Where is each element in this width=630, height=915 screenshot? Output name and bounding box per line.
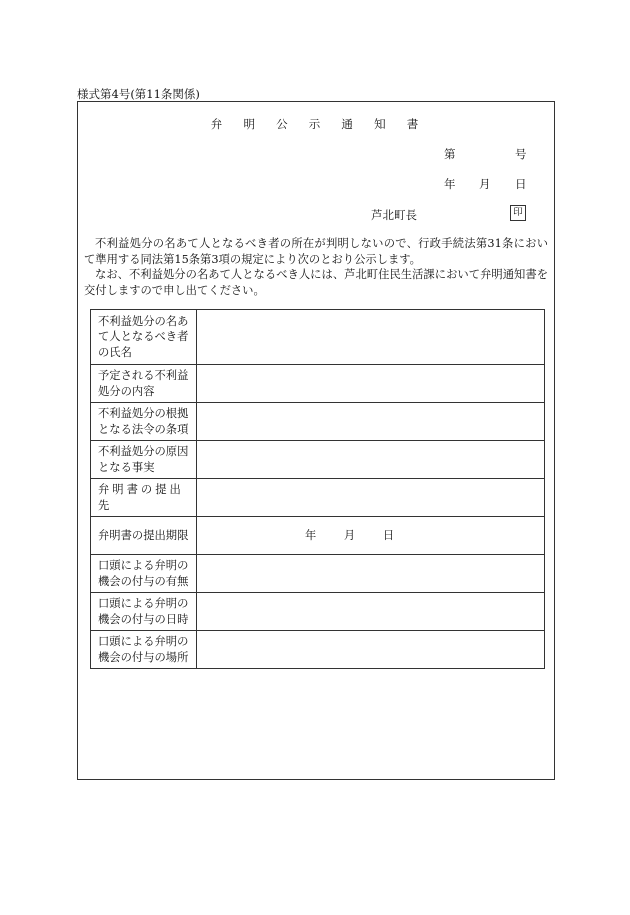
table-row: [91, 310, 545, 365]
row-value[interactable]: [197, 403, 545, 441]
table-row: [91, 365, 545, 403]
body-paragraph-2: なお、不利益処分の名あて人となるべき人には、芦北町住民生活課において弁明通知書を交付しますので申し出てください。: [84, 268, 548, 297]
date-year: 年: [444, 177, 456, 191]
row-label: 口頭による弁明の機会の付与の日時: [91, 593, 197, 631]
row-value[interactable]: [197, 479, 545, 517]
row-label: 不利益処分の原因となる事実: [91, 441, 197, 479]
issuer-name: 芦北町長: [371, 208, 417, 222]
row-value[interactable]: [197, 441, 545, 479]
title-char: 知: [374, 117, 387, 131]
table-row: [91, 441, 545, 479]
table-row: [91, 593, 545, 631]
table-row: [91, 479, 545, 517]
row-value[interactable]: [197, 631, 545, 669]
row-value[interactable]: [197, 555, 545, 593]
body-paragraph-1: 不利益処分の名あて人となるべき者の所在が判明しないので、行政手続法第31条において準用する同法第15条第3項の規定により次のとおり公示します。: [84, 237, 548, 266]
row-label: 口頭による弁明の機会の付与の場所: [91, 631, 197, 669]
row-label: 弁明書の提出期限: [91, 517, 197, 555]
row-label: 不利益処分の根拠となる法令の条項: [91, 403, 197, 441]
table-row: [91, 403, 545, 441]
title-char: 明: [243, 117, 256, 131]
date-month: 月: [479, 177, 491, 191]
row-label: 口頭による弁明の機会の付与の有無: [91, 555, 197, 593]
title-char: 書: [406, 117, 420, 131]
title-char: 公: [276, 117, 289, 131]
row-label: 不利益処分の名あて人となるべき者の氏名: [91, 310, 197, 365]
table-row: [91, 631, 545, 669]
deadline-year: 年: [305, 528, 317, 542]
number-suffix: 号: [515, 147, 527, 161]
number-prefix: 第: [444, 147, 456, 161]
title-char: 弁: [210, 117, 224, 131]
date-day: 日: [515, 177, 527, 191]
title-char: 示: [308, 117, 322, 131]
row-label: 弁明書の提出先: [91, 479, 197, 517]
table-row: [91, 555, 545, 593]
row-value[interactable]: [197, 310, 545, 365]
table-row: [91, 517, 545, 555]
row-value[interactable]: [197, 365, 545, 403]
deadline-date[interactable]: [197, 517, 545, 555]
title-char: 通: [341, 117, 354, 131]
deadline-month: 月: [343, 528, 356, 542]
seal-mark: 印: [510, 205, 526, 221]
document-title: [0, 116, 630, 132]
form-number: 様式第4号(第11条関係): [77, 87, 200, 101]
row-label: 予定される不利益処分の内容: [91, 365, 197, 403]
row-value[interactable]: [197, 593, 545, 631]
deadline-day: 日: [382, 528, 395, 542]
details-table: [90, 309, 545, 669]
